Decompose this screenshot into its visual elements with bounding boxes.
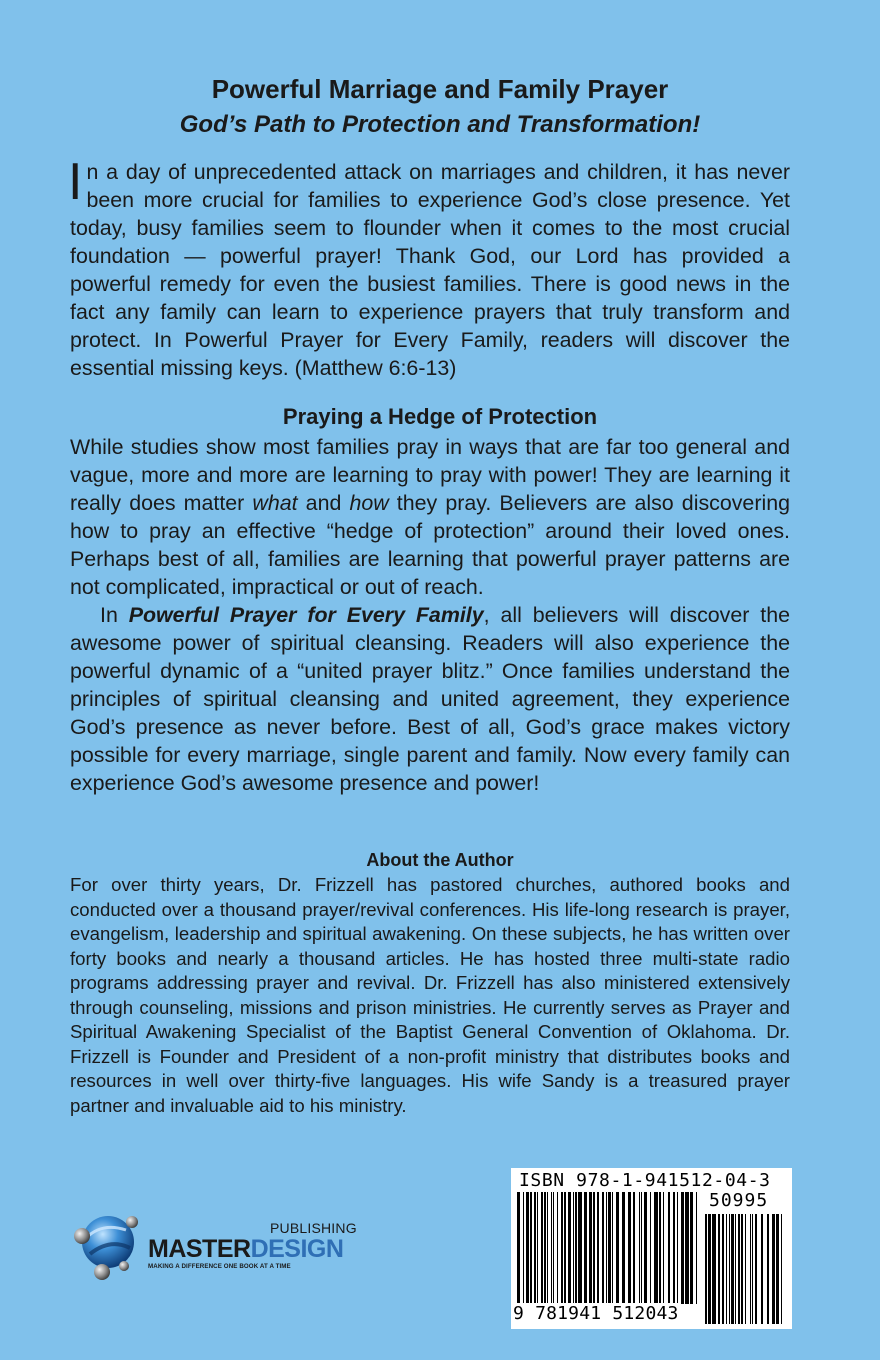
barcode-bar: [685, 1192, 689, 1304]
hedge-p1-emphasis-what: what: [252, 491, 298, 515]
barcode-bar: [517, 1192, 520, 1304]
barcode-bar: [729, 1214, 730, 1324]
intro-text: n a day of unprecedented attack on marriages and children, it has never been more crucial for families to experience God’s close presence. Yet today, busy families seem to flounder when it comes to the most crucial foundation — powerful prayer! Thank God, our Lord has provided a powerful remedy for even the busiest families. There is good news in the fact any family can learn to experience prayers that truly transform and protect. In Powerful Prayer for Every Family, readers will discover the essential missing keys. (Matthew 6:6-13): [70, 160, 790, 380]
barcode-bar: [663, 1192, 664, 1304]
barcode-bar: [526, 1192, 529, 1304]
barcode-bar: [668, 1192, 670, 1304]
barcode-bar: [761, 1214, 763, 1324]
barcode-bar: [578, 1192, 582, 1304]
hedge-heading: Praying a Hedge of Protection: [282, 404, 598, 429]
publisher-logo: [72, 1206, 357, 1286]
barcode-bar: [639, 1192, 640, 1304]
barcode-bar: [654, 1192, 658, 1304]
price-barcode-bars: [705, 1214, 785, 1324]
barcode-bar: [750, 1214, 751, 1324]
hedge-paragraph-2: [70, 601, 790, 797]
barcode-bar: [659, 1192, 661, 1304]
barcode-bar: [681, 1192, 684, 1304]
barcode-bar: [718, 1214, 720, 1324]
barcode-bar: [551, 1192, 552, 1304]
barcode-bar: [622, 1192, 625, 1304]
barcode-bar: [584, 1192, 587, 1304]
barcode-bar: [597, 1192, 599, 1304]
barcode-bar: [705, 1214, 707, 1324]
barcode-bar: [612, 1192, 613, 1304]
logo-publishing-text: PUBLISHING: [270, 1220, 357, 1236]
barcode-bar: [564, 1192, 566, 1304]
barcode-bar: [776, 1214, 779, 1324]
barcode-bar: [589, 1192, 592, 1304]
hedge-p2-text-b: , all believers will discover the awesome power of spiritual cleansing. Readers will also experience the powerful dynamic of a “united prayer blitz.” Once families understand the principles of spiritual cleansing and united agreement, they experience God’s presence as never before. Best of all, God’s grace makes victory possible for every marriage, single parent and family. Now every family can experience God’s awesome presence and power!: [70, 603, 790, 795]
barcode-bar: [712, 1214, 716, 1324]
barcode-bar: [575, 1192, 577, 1304]
barcode-bar: [633, 1192, 635, 1304]
ean-barcode-bars: [517, 1192, 697, 1304]
barcode-bar: [616, 1192, 619, 1304]
barcode-bar: [644, 1192, 647, 1304]
barcode-bar: [606, 1192, 607, 1304]
barcode-bar: [608, 1192, 611, 1304]
barcode-bar: [523, 1192, 524, 1304]
ean-digits: 9 781941 512043: [513, 1303, 679, 1324]
barcode-bar: [708, 1214, 711, 1324]
isbn-barcode: [511, 1168, 792, 1329]
drop-cap: I: [68, 153, 83, 211]
barcode-bar: [593, 1192, 595, 1304]
barcode-bar: [650, 1192, 651, 1304]
barcode-bar: [534, 1192, 536, 1304]
price-code: 50995: [709, 1190, 769, 1211]
hedge-p1-text-b: and: [297, 491, 350, 515]
hedge-paragraph-1: [70, 433, 790, 601]
barcode-bar: [772, 1214, 775, 1324]
hedge-p1-emphasis-how: how: [349, 491, 389, 515]
barcode-bar: [741, 1214, 743, 1324]
hedge-p2-text-a: In: [100, 603, 129, 627]
barcode-bar: [537, 1192, 538, 1304]
about-author-heading: About the Author: [366, 850, 514, 870]
book-title: Powerful Marriage and Family Prayer: [211, 74, 669, 104]
barcode-bar: [781, 1214, 782, 1324]
barcode-bar: [767, 1214, 769, 1324]
barcode-bar: [735, 1214, 736, 1324]
logo-tagline: MAKING A DIFFERENCE ONE BOOK AT A TIME: [148, 1263, 291, 1270]
barcode-bar: [557, 1192, 558, 1304]
about-author-paragraph: For over thirty years, Dr. Frizzell has pastored churches, authored books and conducted over a thousand prayer/revival conferences. His life-long research is prayer, evangelism, leadership and spiritual awakening. On these subjects, he has written over forty books and nearly a thousand articles. He has hosted three multi-state radio programs addressing prayer and revival. Dr. Frizzell has also ministered extensively through counseling, missions and prison ministries. He currently serves as Prayer and Spiritual Awakening Specialist of the Baptist General Convention of Oklahoma. Dr. Frizzell is Founder and President of a non-profit ministry that distributes books and resources in well over thirty-five languages. His wife Sandy is a treasured prayer partner and invaluable aid to his ministry.: [70, 874, 790, 1116]
barcode-bar: [722, 1214, 724, 1324]
barcode-bar: [752, 1214, 753, 1324]
hedge-p2-book-title: Powerful Prayer for Every Family: [128, 603, 484, 627]
barcode-bar: [738, 1214, 740, 1324]
barcode-bar: [568, 1192, 571, 1304]
isbn-number: ISBN 978-1-941512-04-3: [519, 1170, 771, 1191]
barcode-bar: [726, 1214, 727, 1324]
barcode-bar: [547, 1192, 548, 1304]
globe-icon: [72, 1208, 146, 1282]
logo-wordmark: [148, 1235, 343, 1264]
logo-design-text: DESIGN: [250, 1235, 344, 1263]
barcode-bar: [602, 1192, 604, 1304]
barcode-bar: [731, 1214, 734, 1324]
barcode-bar: [673, 1192, 675, 1304]
barcode-bar: [530, 1192, 532, 1304]
barcode-bar: [745, 1214, 746, 1324]
hedge-p1-text-a: While studies show most families pray in ways that are far too general and vague, more and more are learning to pray with power! They are learning it really does matter: [70, 435, 790, 515]
barcode-bar: [696, 1192, 697, 1304]
barcode-bar: [641, 1192, 642, 1304]
book-subtitle: God’s Path to Protection and Transformation!: [179, 111, 701, 138]
barcode-bar: [677, 1192, 678, 1304]
barcode-bar: [544, 1192, 546, 1304]
barcode-bar: [690, 1192, 693, 1304]
barcode-bar: [628, 1192, 631, 1304]
barcode-bar: [755, 1214, 757, 1324]
hedge-p1-text-c: they pray. Believers are also discovering how to pray an effective “hedge of protection” around their loved ones. Perhaps best of all, families are learning that powerful prayer patterns are not complicated, impractical or out of reach.: [70, 491, 790, 599]
barcode-bar: [573, 1192, 574, 1304]
intro-paragraph: [68, 153, 790, 382]
barcode-bar: [561, 1192, 563, 1304]
logo-master-text: MASTER: [148, 1235, 251, 1263]
barcode-bar: [553, 1192, 554, 1304]
barcode-bar: [541, 1192, 543, 1304]
